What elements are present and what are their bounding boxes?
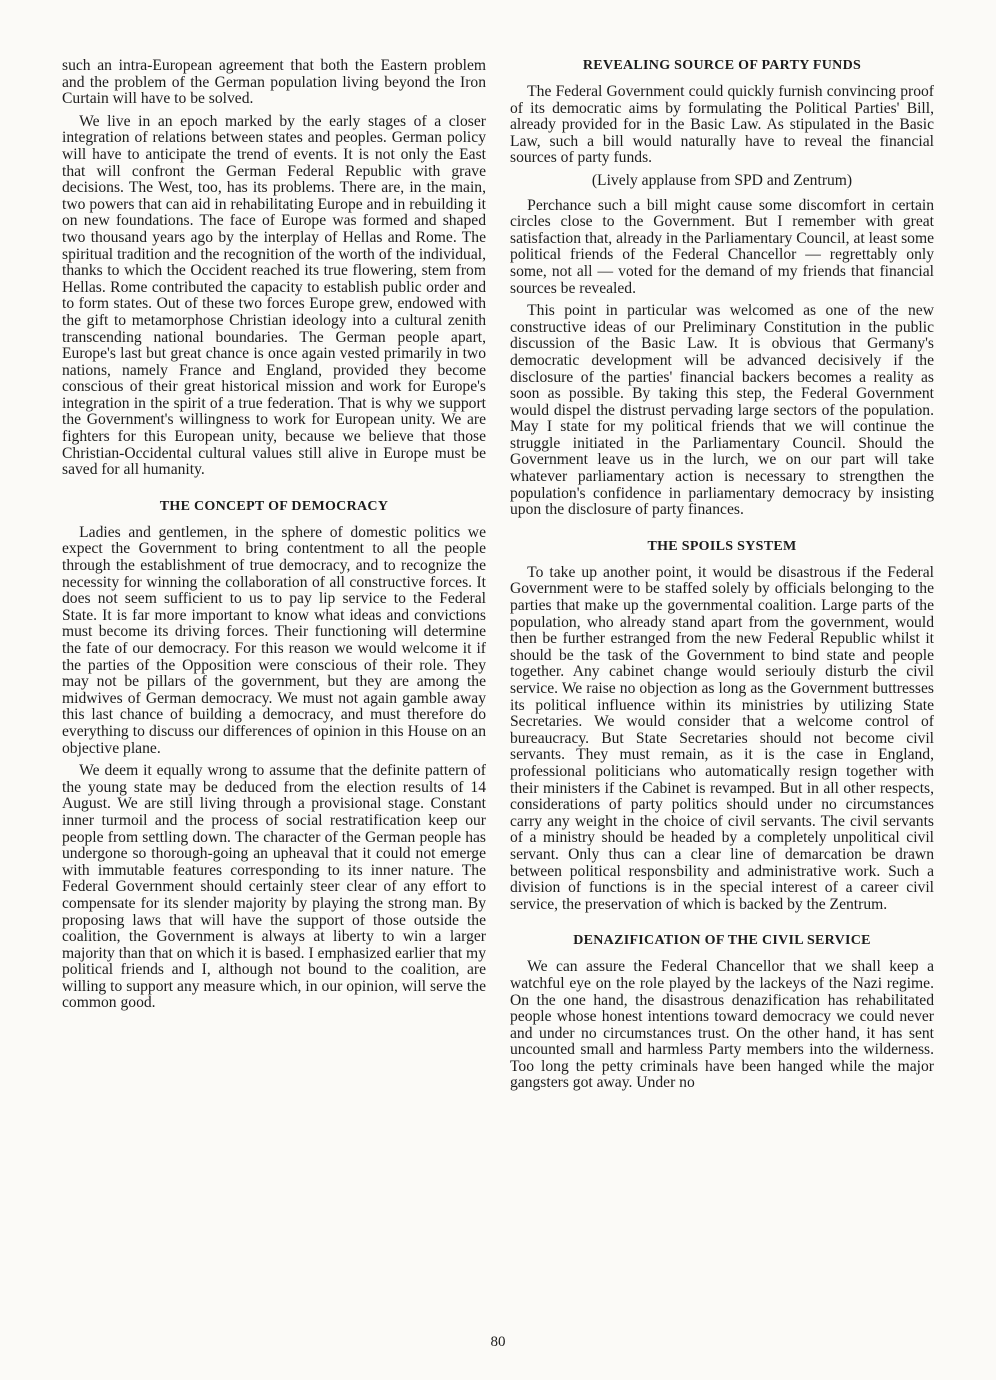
paragraph: such an intra-European agreement that both the Eastern problem and the problem of the German population living beyond the Iron Curtain will have to be solved. xyxy=(62,57,486,108)
paragraph: We deem it equally wrong to assume that the definite pattern of the young state may be deduced from the election results of 14 August. We are still living through a provisional stage. Constant inner turmoil and the process of social restratification keep our people from settling down. The character of the German people has undergone so thorough-going an upheaval that it could not emerge with immutable features corresponding to its inner nature. The Federal Government should certainly steer clear of any effort to compensate for its slender majority by playing the strong man. By proposing laws that will have the support of those outside the coalition, the Government is always at liberty to win a larger majority than that on which it is based. I emphasized earlier that my political friends and I, although not bound to the coalition, are willing to support any measure which, in our opinion, will serve the common good. xyxy=(62,762,486,1012)
paragraph: To take up another point, it would be disastrous if the Federal Government were to be staffed solely by officials belonging to the parties that make up the governmental coalition. Large parts of the population, who already stand apart from the government, would then be further estranged from the new Federal Republic whilst it should be the task of the Government to bind state and people together. Any cabinet change would seriouly disturb the civil service. We raise no objection as long as the Government buttresses its political influence within its ministries by utilizing State Secretaries. We would consider that a welcome control of bureaucracy. But State Secretaries should not become civil servants. They must remain, as it is the case in England, professional politicians who automatically resign together with their ministers if the Cabinet is revamped. But in all other respects, considerations of party politics should under no circumstances carry any weight in the choice of civil servants. The civil servants of a ministry should be headed by a completely unpolitical civil servant. Only thus can a clear line of demarcation be drawn between political responsbility and administrative work. Such a division of functions is in the special interest of a career civil service, the preservation of which is backed by the Zentrum. xyxy=(510,563,934,913)
right-column xyxy=(510,58,934,1098)
section-heading-concept-of-democracy: THE CONCEPT OF DEMOCRACY xyxy=(159,498,389,514)
paragraph: We live in an epoch marked by the early stages of a closer integration of relations between states and peoples. German policy will have to anticipate the trend of events. It is not only the East that will confront the German Federal Republic with grave decisions. The West, too, has its problems. There are, in the main, two powers that can aid in rehabilitating Europe and in rebuilding it on new foundations. The face of Europe was formed and shaped two thousand years ago by the interplay of Hellas and Rome. The spiritual tradition and the recognition of the worth of the individual, thanks to which the Occident reached its true flowering, stem from Hellas. Rome contributed the capacity to establish public order and to form states. Out of these two forces Europe grew, endowed with the gift to metamorphose Christian ideology into a cultural zenith transcending national boundaries. The German people apart, Europe's last but great chance is once again vested primarily in two nations, namely France and England, provided they become conscious of their great historical mission and work for Europe's integration in the spirit of a true federation. That is why we support the Government's willingness to work for European unity. We are fighters for this European unity, because we believe that those Christian-Occidental cultural values still alive in Europe must be saved for all humanity. xyxy=(62,112,486,479)
page-number: 80 xyxy=(490,1334,506,1350)
paragraph: We can assure the Federal Chancellor that we shall keep a watchful eye on the role played by the lackeys of the Nazi regime. On the one hand, the disastrous denazification has rehabilitated people whose honest intentions toward democracy we could never and under no circumstances trust. On the other hand, it has sent uncounted small and harmless Party members into the wilderness. Too long the petty criminals have been hanged while the major gangsters got away. Under no xyxy=(510,958,934,1092)
paragraph: The Federal Government could quickly furnish convincing proof of its democratic aims by formulating the Political Parties' Bill, already provided for in the Basic Law. As stipulated in the Basic Law, such a bill would naturally have to reveal the financial sources of party funds. xyxy=(510,83,934,167)
section-heading-spoils-system: THE SPOILS SYSTEM xyxy=(647,538,797,554)
section-heading-party-funds: REVEALING SOURCE OF PARTY FUNDS xyxy=(582,58,862,73)
section-heading-denazification: DENAZIFICATION OF THE CIVIL SERVICE xyxy=(573,933,871,949)
paragraph: Ladies and gentlemen, in the sphere of domestic politics we expect the Government to bring contentment to all the people through the establishment of true democracy, and to recognize the necessity for winning the collaboration of all constructive forces. It does not seem sufficient to us to pay lip service to the Federal State. It is far more important to know what ideas and convictions must become its driving forces. Their functioning will determine the fate of our democracy. For this reason we would welcome it if the parties of the Opposition were conscious of their role. They may not be pillars of the government, but they are among the midwives of German democracy. We must not again gamble away this last chance of building a democracy, and must therefore do everything to discuss our differences of opinion in this House on an objective plane. xyxy=(62,523,486,757)
left-column xyxy=(62,58,486,1018)
paragraph: This point in particular was welcomed as one of the new constructive ideas of our Preliminary Constitution in the public discussion of the Basic Law. It is obvious that Germany's democratic development will be advanced decisively if the disclosure of the parties' financial backers becomes a reality as soon as possible. By taking this step, the Federal Government would dispel the distrust pervading large sectors of the population. May I state for my political friends that we will continue the struggle initiated in the Parliamentary Council. Should the Government leave us in the lurch, we on our part will take whatever parliamentary action is necessary to strengthen the population's confidence in parliamentary democracy by insisting upon the disclosure of party finances. xyxy=(510,302,934,519)
applause-note: (Lively applause from SPD and Zentrum) xyxy=(591,171,853,189)
paragraph: Perchance such a bill might cause some discomfort in certain circles close to the Government. But I remember with great satisfaction that, already in the Parliamentary Council, at least some political friends of the Federal Chancellor — regrettably only some, not all — voted for the demand of my friends that financial sources be revealed. xyxy=(510,196,934,297)
